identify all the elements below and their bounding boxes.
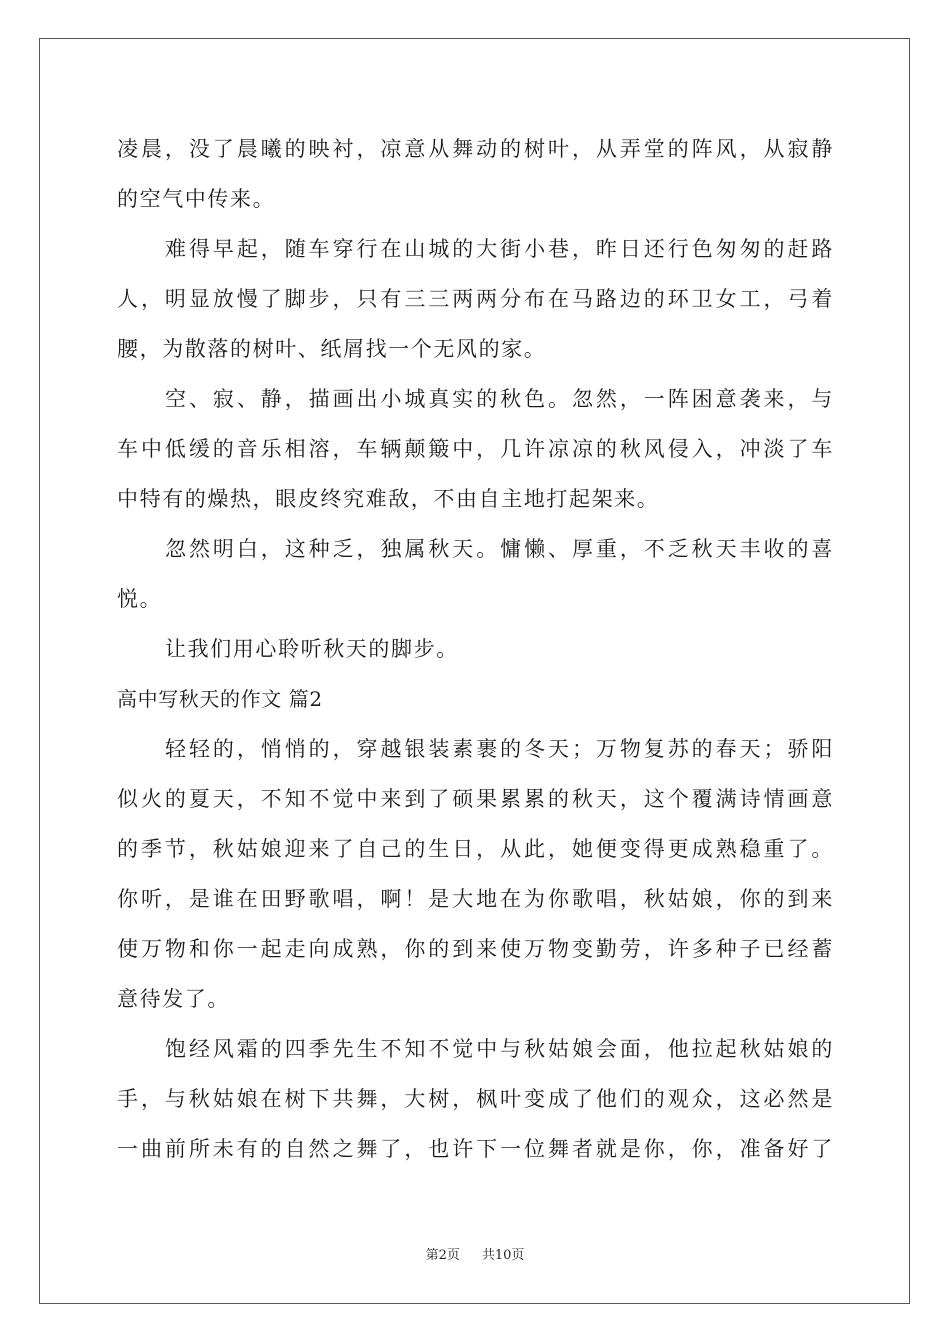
paragraph-line: 人，明显放慢了脚步，只有三三两两分布在马路边的环卫女工，弓着 [117, 287, 834, 311]
paragraph-line: 难得早起，随车穿行在山城的大街小巷，昨日还行色匆匆的赶路 [165, 237, 834, 261]
paragraph-line: 手，与秋姑娘在树下共舞，大树，枫叶变成了他们的观众，这必然是 [117, 1087, 834, 1111]
paragraph-line: 空、寂、静，描画出小城真实的秋色。忽然，一阵困意袭来，与 [165, 387, 834, 411]
paragraph-line: 的季节，秋姑娘迎来了自己的生日，从此，她便变得更成熟稳重了。 [117, 837, 834, 861]
paragraph-line: 使万物和你一起走向成熟，你的到来使万物变勤劳，许多种子已经蓄 [117, 937, 834, 961]
paragraph-line: 忽然明白，这种乏，独属秋天。慵懒、厚重，不乏秋天丰收的喜 [165, 537, 834, 561]
paragraph-line: 饱经风霜的四季先生不知不觉中与秋姑娘会面，他拉起秋姑娘的 [165, 1037, 834, 1061]
paragraph-line: 意待发了。 [117, 987, 230, 1011]
document-body [117, 124, 834, 1174]
paragraph-line: 中特有的燥热，眼皮终究难敌，不由自主地打起架来。 [117, 487, 660, 511]
paragraph-line: 悦。 [117, 587, 163, 611]
section-heading: 高中写秋天的作文 篇2 [117, 687, 323, 711]
paragraph-line: 腰，为散落的树叶、纸屑找一个无风的家。 [117, 337, 547, 361]
page-number: 第2页 [425, 1248, 460, 1263]
page-total: 共10页 [481, 1248, 525, 1263]
page-footer [0, 1244, 950, 1263]
paragraph-line: 车中低缓的音乐相溶，车辆颠簸中，几许凉凉的秋风侵入，冲淡了车 [117, 437, 834, 461]
paragraph-line: 凌晨，没了晨曦的映衬，凉意从舞动的树叶，从弄堂的阵风，从寂静 [117, 137, 834, 161]
paragraph-line: 似火的夏天，不知不觉中来到了硕果累累的秋天，这个覆满诗情画意 [117, 787, 834, 811]
paragraph-line: 让我们用心聆听秋天的脚步。 [165, 637, 459, 661]
paragraph-line: 一曲前所未有的自然之舞了，也许下一位舞者就是你，你，准备好了 [117, 1137, 834, 1161]
paragraph-line: 的空气中传来。 [117, 187, 276, 211]
paragraph-line: 轻轻的，悄悄的，穿越银装素裹的冬天；万物复苏的春天；骄阳 [165, 737, 834, 761]
paragraph-line: 你听，是谁在田野歌唱，啊！是大地在为你歌唱，秋姑娘，你的到来 [117, 887, 834, 911]
